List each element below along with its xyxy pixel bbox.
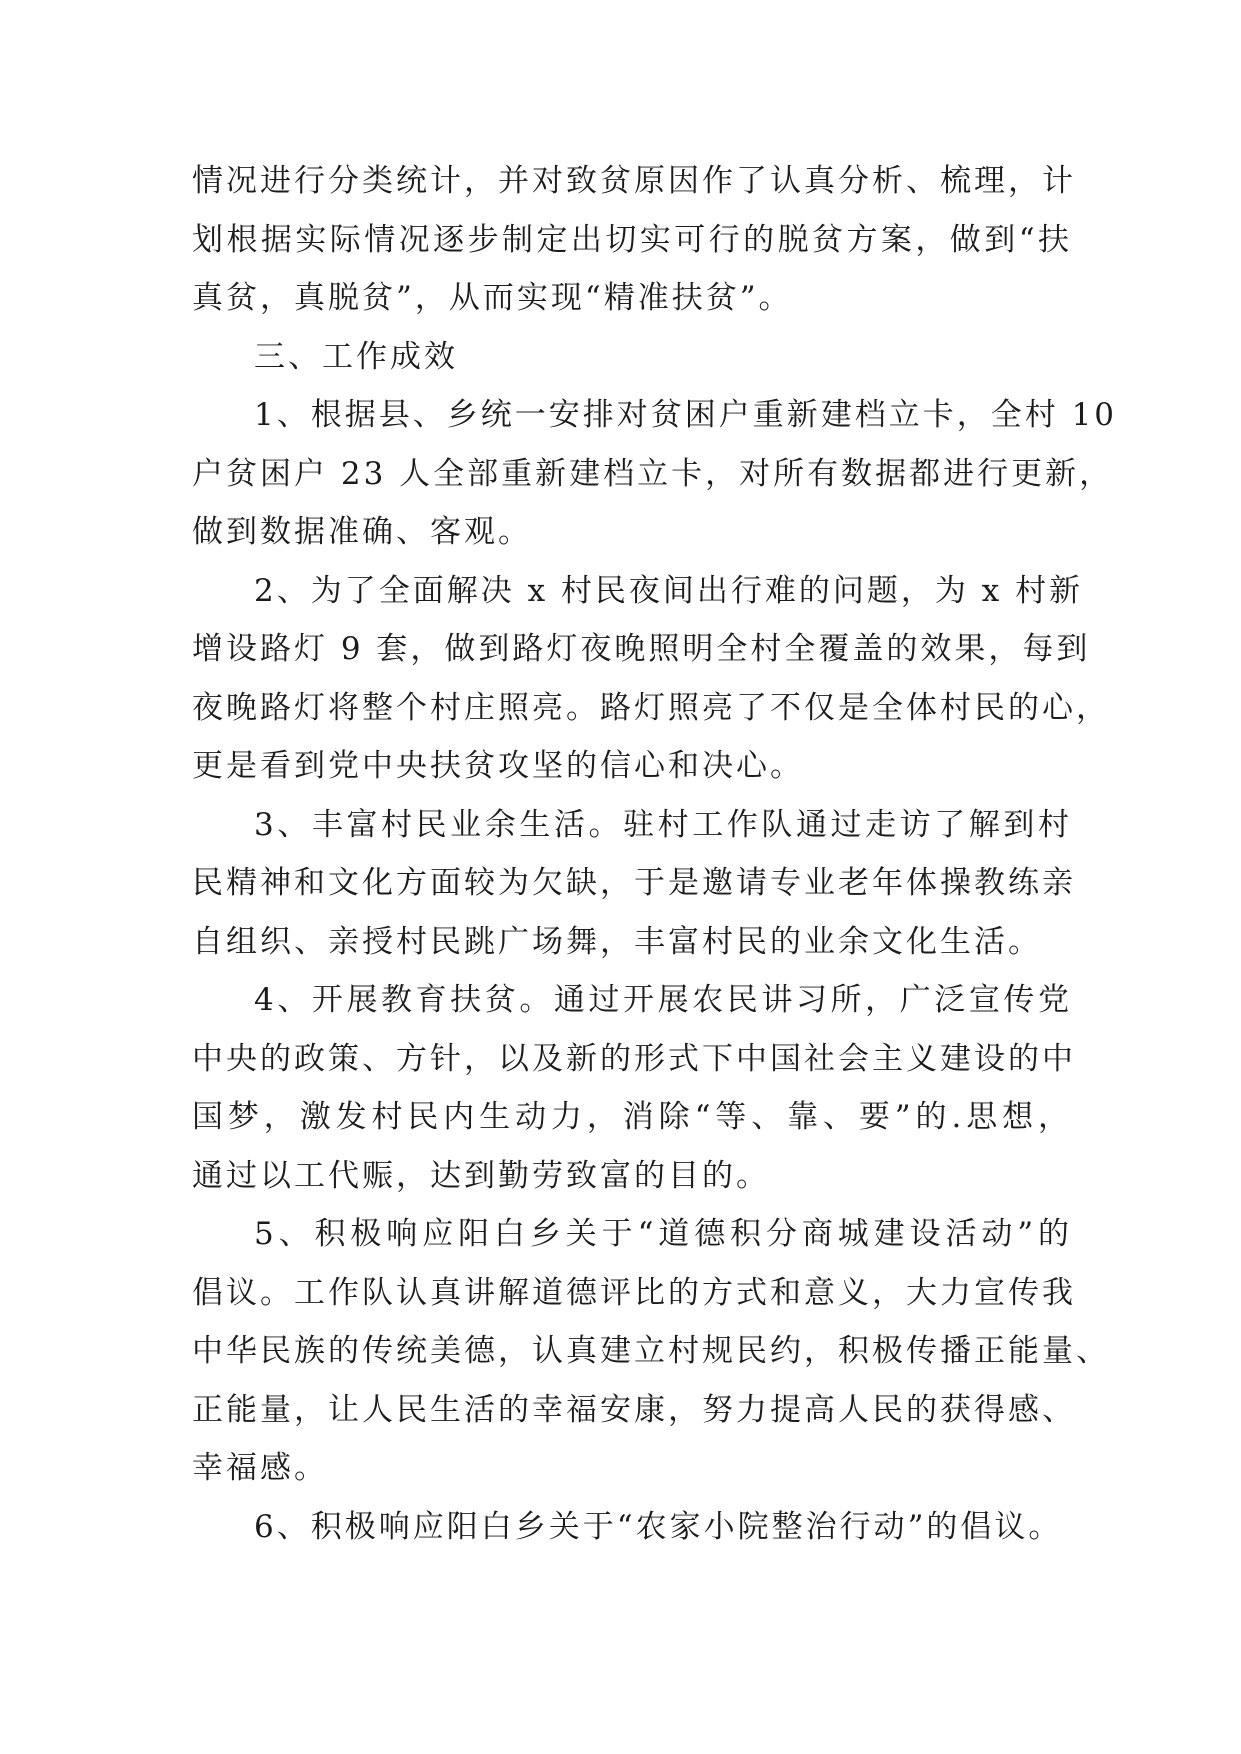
text-line: 真贫，真脱贫”，从而实现“精准扶贫”。 <box>192 280 793 316</box>
text-line: 做到数据准确、客观。 <box>192 514 532 550</box>
text-line: 国梦，激发村民内生动力，消除“等、靠、要”的.思想， <box>192 1099 1072 1135</box>
text-line: 增设路灯 9 套，做到路灯夜晚照明全村全覆盖的效果，每到 <box>192 631 1091 667</box>
text-line: 6、积极响应阳白乡关于“农家小院整治行动”的倡议。 <box>254 1508 1063 1545</box>
text-line: 3、丰富村民业余生活。驻村工作队通过走访了解到村 <box>254 806 1072 843</box>
text-line: 倡议。工作队认真讲解道德评比的方式和意义，大力宣传我 <box>192 1274 1076 1311</box>
text-line: 自组织、亲授村民跳广场舞，丰富村民的业余文化生活。 <box>192 923 1042 960</box>
text-line: 4、开展教育扶贫。通过开展农民讲习所，广泛宣传党 <box>254 982 1072 1018</box>
text-line: 正能量，让人民生活的幸福安康，努力提高人民的获得感、 <box>192 1391 1076 1428</box>
text-line: 通过以工代赈，达到勤劳致富的目的。 <box>192 1157 770 1194</box>
paragraph-item-6 <box>192 1498 1072 1557</box>
text-line: 中华民族的传统美德，认真建立村规民约，积极传播正能量、 <box>192 1333 1110 1369</box>
text-line: 中央的政策、方针，以及新的形式下中国社会主义建设的中 <box>192 1040 1076 1077</box>
paragraph-item-2 <box>192 562 1110 796</box>
text-line: 2、为了全面解决 x 村民夜间出行难的问题，为 x 村新 <box>254 572 1084 609</box>
text-line: 划根据实际情况逐步制定出切实可行的脱贫方案，做到“扶 <box>192 221 1072 258</box>
paragraph-item-3 <box>192 796 1076 972</box>
body-text <box>192 152 1118 1556</box>
paragraph-continued <box>192 152 1076 328</box>
text-line: 户贫困户 23 人全部重新建档立卡，对所有数据都进行更新， <box>192 455 1114 492</box>
section-heading <box>192 328 1072 387</box>
paragraph-item-1 <box>192 386 1118 562</box>
text-line: 夜晚路灯将整个村庄照亮。路灯照亮了不仅是全体村民的心， <box>192 689 1110 726</box>
text-line: 更是看到党中央扶贫攻坚的信心和决心。 <box>192 748 804 784</box>
text-line: 幸福感。 <box>192 1450 328 1486</box>
text-line: 1、根据县、乡统一安排对贫困户重新建档立卡，全村 10 <box>254 397 1118 433</box>
paragraph-item-5 <box>192 1205 1110 1498</box>
text-line: 5、积极响应阳白乡关于“道德积分商城建设活动”的 <box>254 1216 1072 1252</box>
text-line: 民精神和文化方面较为欠缺，于是邀请专业老年体操教练亲 <box>192 865 1076 901</box>
section-heading-text: 三、工作成效 <box>254 338 458 375</box>
paragraph-item-4 <box>192 971 1076 1205</box>
text-line: 情况进行分类统计，并对致贫原因作了认真分析、梳理，计 <box>192 163 1076 199</box>
